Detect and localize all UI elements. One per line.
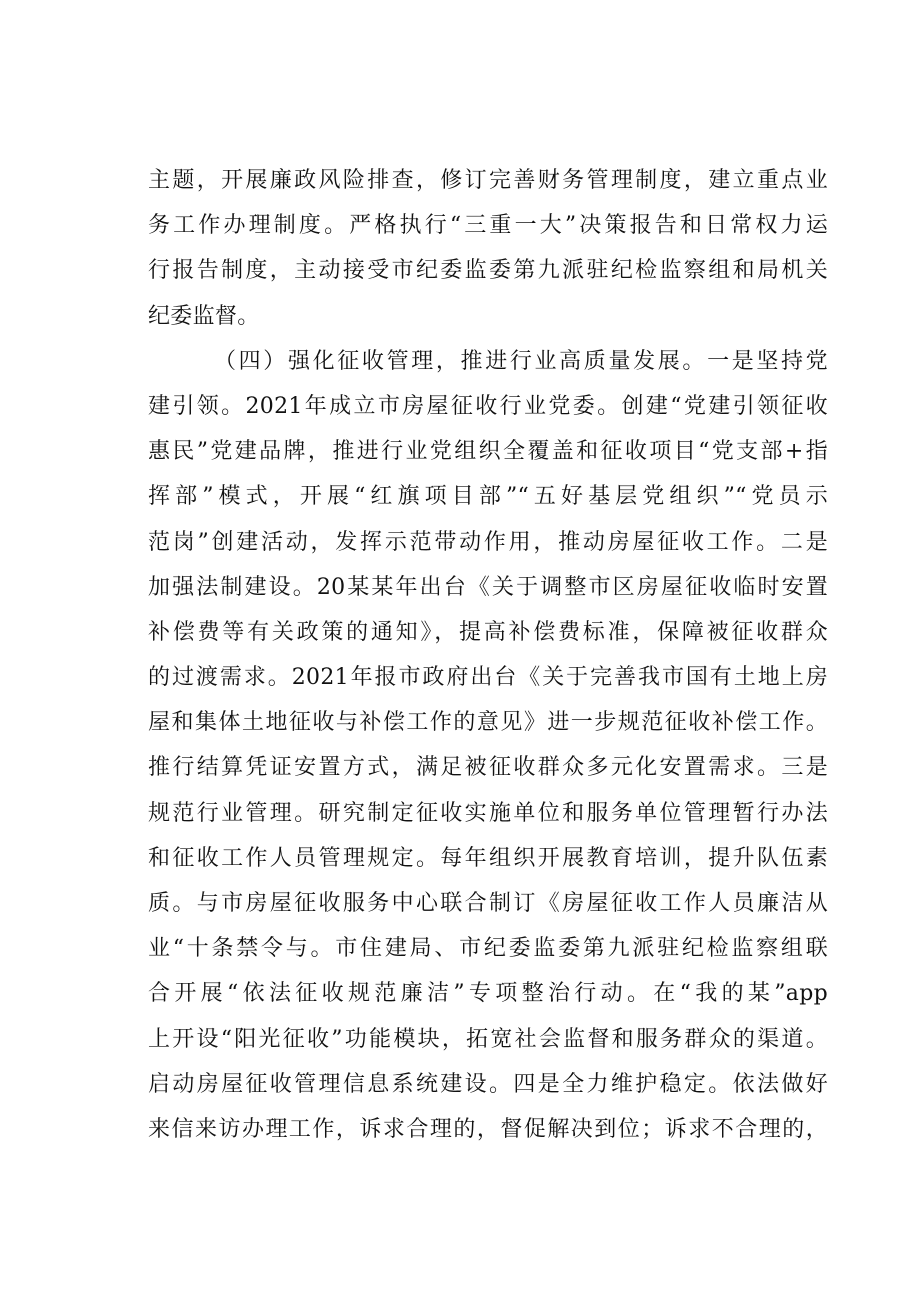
text-line: 加强法制建设。20某某年出台《关于调整市区房屋征收临时安置 (148, 574, 828, 600)
text-line: 范岗”创建活动，发挥示范带动作用，推动房屋征收工作。二是 (148, 529, 828, 555)
text-line: 屋和集体土地征收与补偿工作的意见》进一步规范征收补偿工作。 (148, 710, 828, 736)
text-line: 惠民”党建品牌，推进行业党组织全覆盖和征收项目“党支部+指 (148, 439, 828, 465)
text-line: 务工作办理制度。严格执行“三重一大”决策报告和日常权力运 (148, 213, 828, 239)
text-line: 合开展“依法征收规范廉洁”专项整治行动。在“我的某”app (148, 981, 828, 1007)
text-line: 的过渡需求。2021年报市政府出台《关于完善我市国有土地上房 (148, 665, 828, 691)
text-line: 来信来访办理工作，诉求合理的，督促解决到位；诉求不合理的， (148, 1116, 828, 1142)
text-line: 行报告制度，主动接受市纪委监委第九派驻纪检监察组和局机关 (148, 258, 828, 284)
text-line: 主题，开展廉政风险排查，修订完善财务管理制度，建立重点业 (148, 168, 828, 193)
text-line: 纪委监督。 (148, 303, 260, 329)
section-heading-line: （四）强化征收管理，推进行业高质量发展。一是坚持党 (214, 348, 828, 374)
text-line: 启动房屋征收管理信息系统建设。四是全力维护稳定。依法做好 (148, 1071, 828, 1097)
text-line: 业“十条禁令与。市住建局、市纪委监委第九派驻纪检监察组联 (148, 936, 828, 962)
body-text (148, 158, 828, 1152)
text-line: 规范行业管理。研究制定征收实施单位和服务单位管理暂行办法 (148, 800, 828, 826)
text-line: 质。与市房屋征收服务中心联合制订《房屋征收工作人员廉洁从 (148, 891, 828, 916)
text-line: 和征收工作人员管理规定。每年组织开展教育培训，提升队伍素 (148, 845, 828, 871)
text-line: 挥部”模式，开展“红旗项目部”“五好基层党组织”“党员示 (148, 484, 828, 510)
text-line: 推行结算凭证安置方式，满足被征收群众多元化安置需求。三是 (148, 755, 828, 781)
text-line: 上开设“阳光征收”功能模块，拓宽社会监督和服务群众的渠道。 (148, 1026, 828, 1052)
text-line: 补偿费等有关政策的通知》，提高补偿费标准，保障被征收群众 (148, 619, 828, 645)
text-line: 建引领。2021年成立市房屋征收行业党委。创建“党建引领征收 (148, 393, 828, 419)
